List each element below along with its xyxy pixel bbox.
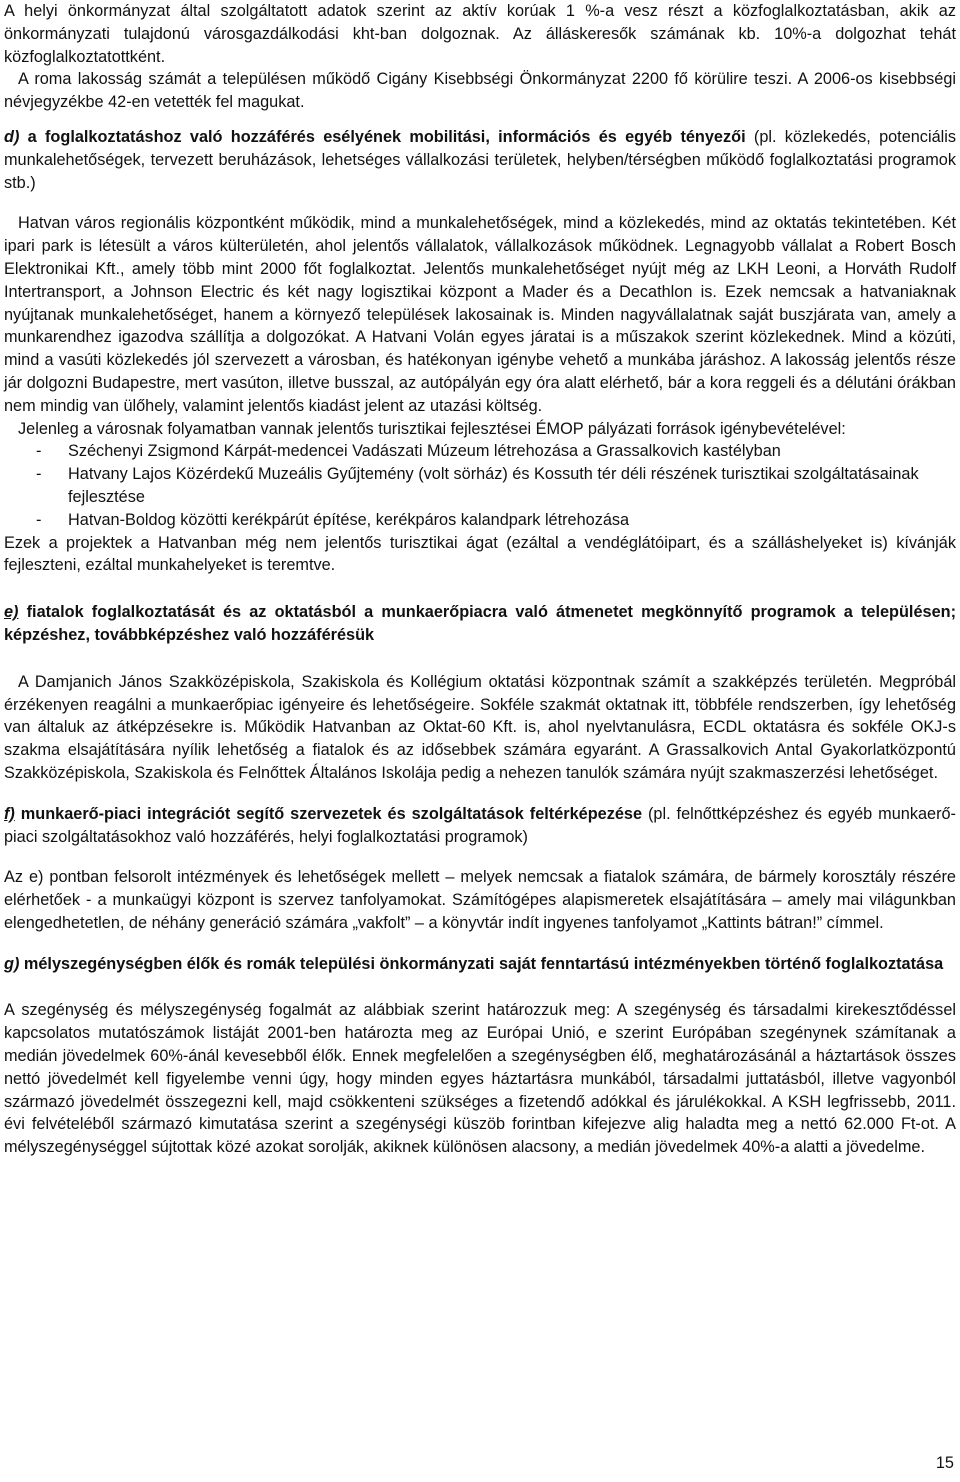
list-item-text: Hatvan-Boldog közötti kerékpárút építése, kerékpáros kalandpark létrehozása xyxy=(68,510,630,529)
intro-paragraph-1: A helyi önkormányzat által szolgáltatott adatok szerint az aktív korúak 1 %-a vesz részt a közfoglalkoztatásban, akik az önkormányzati tulajdonú városgazdálkodási kht-ban dolgoznak. Az álláskeresők számának kb. 10%-a dolgozhat tehát közfoglalkoztatottként. xyxy=(4,2,956,66)
section-e-heading xyxy=(4,601,956,647)
section-d-paragraph-3: Ezek a projektek a Hatvanban még nem jelentős turisztikai ágat (ezáltal a vendéglátóipart, és a szálláshelyeket is) kívánják fejleszteni, ezáltal munkahelyeket is teremtve. xyxy=(4,533,956,575)
section-e-letter: e) xyxy=(4,603,19,622)
section-f-title-text: munkaerő-piaci integrációt segítő szervezetek és szolgáltatások feltérképezése xyxy=(14,804,643,823)
section-e-paragraph-1: A Damjanich János Szakközépiskola, Szakiskola és Kollégium oktatási központnak számít a szakképzés területén. Megpróbál érzékenyen reagálni a munkaerőpiac igényeire és lehetőségeire. Sokféle szakmát oktatnak itt, többféle rendszerben, így lehetőség van általuk az átképzésekre is. Működik Hatvanban az Oktat-60 Kft. is, ahol nyelvtanulásra, ECDL oktatásra és sokféle OKJ-s szakma elsajátítására nyílik lehetőség a fiatalok és az idősebbek számára egyaránt. A Grassalkovich Antal Gyakorlatközpontú Szakközépiskola, Szakiskola és Felnőttek Általános Iskolája pedig a nehezen tanulók számára nyújt szakmaszerzési lehetőséget. xyxy=(4,672,956,782)
section-d-title-text: a foglalkoztatáshoz való hozzáférés esélyének mobilitási, információs és egyéb tényezői xyxy=(27,127,746,146)
section-d-paragraph-1: Hatvan város regionális központként működik, mind a munkalehetőségek, mind a közlekedés, mind az oktatás tekintetében. Két ipari park is létesült a város külterületén, ahol jelentős vállalatok, vállalkozások működnek. Legnagyobb vállalat a Robert Bosch Elektronikai Kft., amely több mint 2000 főt foglalkoztat. Jelentős munkalehetőséget nyújt még az LKH Leoni, a Horváth Rudolf Intertransport, a Johnson Electric és két nagy logisztikai központ a Mader és a Decathlon is. Ezek nemcsak a hatvaniaknak nyújtanak munkalehetőséget, hanem a környező települések lakosainak is. Minden nagyvállalatnak saját buszjárata van, amely a munkarendhez igazodva szállítja a dolgozókat. A Hatvani Volán egyes járatai is a műszakok szerint közlekednek. Mind a közúti, mind a vasúti közlekedés jól szervezett a városban, és hatékonyan igénybe vehető a munkába járáshoz. A lakosság jelentős része jár dolgozni Budapestre, mert vasúton, illetve busszal, az autópályán egy óra alatt elérhető, bár a kora reggeli és a délutáni órákban nem mindig van ülőhely, valamint jelentős kiadást jelent az utazási költség. xyxy=(4,214,956,415)
bullet-dash: - xyxy=(36,465,42,484)
list-item xyxy=(4,509,956,532)
section-g-paragraph-1: A szegénység és mélyszegénység fogalmát az alábbiak szerint határozzuk meg: A szegénység és társadalmi kirekesztődéssel kapcsolatos mutatószámok listáját 2001-ben határozta meg az Európai Unió, e szerint Európában szegénynek számítanak a medián jövedelmek 60%-ánál kevesebből élők. Ennek megfelelően a szegénységben élő, meghatározásánál a háztartások összes nettó jövedelmét kell figyelembe venni úgy, hogy minden egyes háztartásra munkából, társadalmi juttatásból, illetve vagyonból származó jövedelmét összegezni kell, majd csökkenteni szükséges a fizetendő adókkal és járulékokkal. A KSH legfrissebb, 2011. évi felvételéből származó kimutatása szerint a szegénységi küszöb forintban kifejezve alig haladta meg a nettó 62.000 Ft-ot. A mélyszegénységgel sújtottak közé azokat sorolják, akiknek különösen alacsony, a medián jövedelmek 40%-a alatti a jövedelme. xyxy=(4,1001,956,1157)
section-f-title xyxy=(4,805,642,823)
section-d-title-rest: (pl. közlekedés, potenciális munkalehetőségek, tervezett beruházások, lehetséges vállalkozási területek, helyben/térségben működő foglalkoztatási programok stb.) xyxy=(4,127,956,192)
section-f-letter: f) xyxy=(4,804,15,823)
list-item xyxy=(4,463,956,509)
section-f-heading xyxy=(4,803,956,849)
bullet-dash: - xyxy=(36,510,42,529)
bullet-dash: - xyxy=(36,442,42,461)
section-d-title xyxy=(4,128,746,146)
section-d-bullet-list xyxy=(4,440,956,531)
section-d-letter: d) xyxy=(4,127,20,146)
section-g-title-text: mélyszegénységben élők és romák települési önkormányzati saját fenntartású intézményekben történő foglalkoztatása xyxy=(19,954,944,973)
list-item xyxy=(4,440,956,463)
section-e-title-text: fiatalok foglalkoztatását és az oktatásból a munkaerőpiacra való átmenetet megkönnyítő programok a településen; képzéshez, továbbképzéshez való hozzáférésük xyxy=(4,603,956,644)
section-f-paragraph-1: Az e) pontban felsorolt intézmények és lehetőségek mellett – melyek nemcsak a fiatalok számára, de bármely korosztály részére elérhetőek - a munkaügyi központ is szervez tanfolyamokat. Számítógépes alapismeretek elsajátítására – amely mai világunkban elengedhetetlen, de néhány generáció számára „vakfolt” – a könyvtár indít ingyenes tanfolyamot „Kattints bátran!” címmel. xyxy=(4,868,956,932)
section-d-heading xyxy=(4,126,956,194)
section-d-paragraph-2: Jelenleg a városnak folyamatban vannak jelentős turisztikai fejlesztései ÉMOP pályázati források igénybevételével: xyxy=(18,419,846,438)
section-g-letter: g) xyxy=(4,954,20,973)
intro-paragraph-2: A roma lakosság számát a településen működő Cigány Kisebbségi Önkormányzat 2200 fő körülire teszi. A 2006-os kisebbségi névjegyzékbe 42-en vetették fel magukat. xyxy=(4,70,956,112)
list-item-text: Széchenyi Zsigmond Kárpát-medencei Vadászati Múzeum létrehozása a Grassalkovich kastélyban xyxy=(68,442,781,461)
section-g-heading xyxy=(4,953,956,976)
list-item-text: Hatvany Lajos Közérdekű Muzeális Gyűjtemény (volt sörház) és Kossuth tér déli részének turisztikai szolgáltatásainak fejlesztése xyxy=(68,465,919,506)
page-number: 15 xyxy=(935,1454,954,1472)
section-f-title-rest: (pl. felnőttképzéshez és egyéb munkaerő-piaci szolgáltatásokhoz való hozzáférés, helyi foglalkoztatási programok) xyxy=(4,804,956,846)
document-page xyxy=(4,0,956,1159)
